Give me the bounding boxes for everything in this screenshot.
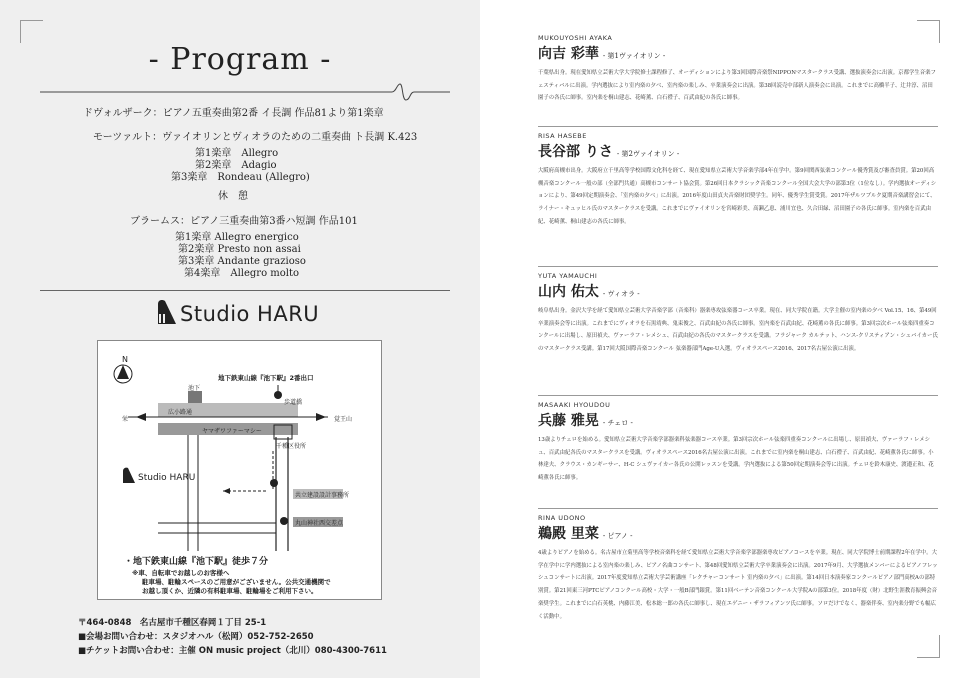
access-note-title: ※車、自転車でお越しのお客様へ xyxy=(132,569,230,577)
divider xyxy=(538,508,938,509)
access-station-walk: ・地下鉄東山線『池下駅』徒歩７分 xyxy=(124,557,269,567)
ticket-contact: ■チケットお問い合わせ：主催 ON music project（北川）080-4300-7611 xyxy=(78,646,387,656)
venue-contact: ■会場お問い合わせ：スタジオハル（松岡）052-752-2650 xyxy=(78,632,314,642)
studio-logo-text: Studio HARU xyxy=(180,302,320,326)
map-station-exit-label: 地下鉄東山線『池下駅』2番出口 xyxy=(218,374,314,382)
piano-logo-icon xyxy=(156,298,178,326)
venue-address: 〒464-0848 名古屋市千種区春岡１丁目 25-1 xyxy=(78,618,267,628)
access-note-text: 駐車場、駐輪スペースのご用意がございません。公共交通機関で xyxy=(142,578,331,586)
map-sakae-label: 栄 xyxy=(122,416,129,423)
artist-instrument: - ピアノ - xyxy=(602,532,633,540)
artist-name: 山内 佑太 xyxy=(538,284,599,300)
access-note-text: お越し頂くか、近隣の有料駐車場、駐輪場をご利用下さい。 xyxy=(142,587,318,595)
program-piece-1: ドヴォルザーク：ピアノ五重奏曲第2番 イ長調 作品81より第1楽章 xyxy=(83,108,384,119)
divider xyxy=(538,126,938,127)
artist-name: 鵜殿 里菜 xyxy=(538,526,599,542)
artist-bio: 岐阜県出身。金沢大学を経て愛知県立芸術大学音楽学部（音楽科）器楽専攻弦楽器コース卒業。現在、同大学院在籍。大学主催の室内楽の夕べ Vol.15、16、第49回卒業演奏会等に出演。これまでにヴィオラを石黒靖典、鬼束俊之、百武由紀の各氏に師事。室内楽を百武由紀、花崎薫の各氏に師事。第3回宗次ホール弦楽四重奏コンクールに出場し、原田禎夫、ヴァーラフ・レメシュ、百武由紀の各氏のマスタークラスを受講。フラジャーク カルテット、ハンス-クリスティアン・シュバイカー氏のマスタークラス受講。第17回大阪国際音楽コンクール 弦楽器部門Age-U入選。ヴィオラスペース2016、2017名古屋公演に出演。 xyxy=(538,308,938,353)
access-map xyxy=(97,340,382,600)
map-shrine-label: 丸山神社西交差点 xyxy=(295,520,344,527)
artist-name: 兵藤 雅晃 xyxy=(538,413,599,429)
corner-mark xyxy=(20,20,43,43)
artist-name: 向吉 彩華 xyxy=(538,46,599,62)
artist-profile xyxy=(538,514,938,623)
artist-romaji: RINA UDONO xyxy=(538,514,586,522)
artist-instrument: - チェロ - xyxy=(602,419,633,427)
program-movement: 第2楽章 Adagio xyxy=(195,160,277,171)
artist-bio: 4歳よりピアノを始める。名古屋市立菊里高等学校音楽科を経て愛知県立芸術大学音楽学部器楽専攻ピアノコースを卒業。現在、同大学院博士前期課程2年在学中。大学在学中に学内選抜による室内楽の楽しみ、ピアノ名曲コンサート、第48回愛知県立芸術大学卒業演奏会に出演。2017年9月、大学選抜メンバーによるピアノフレッシュコンサートに出演。2017年度愛知県立芸術大学芸術講座「レクチャーコンサート 室内楽の夕べ」に出演。第14回日本演奏家コンクールピアノ部門高校Aの部特別賞。第21回東三河PTCピアノコンクール高校・大学・一般B部門銀賞。第11回ベーテン音楽コンクール大学院Aの部第3位。2018年度（財）北野生涯教育振興会音楽奨学生。これまでに白石英桃、内藤江美、松本総一郎の各氏に師事し、現在エゲニー・ザラフィアンツ氏に師事。ソロだけでなく、器楽伴奏、室内楽分野でも幅広く活動中。 xyxy=(538,550,938,620)
map-ward-office-label: 千種区役所 xyxy=(276,443,307,450)
artist-name: 長谷部 りさ xyxy=(538,144,613,160)
program-piece-2: モーツァルト：ヴァイオリンとヴィオラのための二重奏曲 ト長調 K.423 xyxy=(93,132,418,143)
artist-instrument: - 第1ヴァイオリン - xyxy=(602,52,666,60)
map-kakuozan-label: 覚王山 xyxy=(334,416,353,423)
map-pharmacy-label: ヤマザワファーマシー xyxy=(202,428,262,435)
artist-bio: 13歳よりチェロを始める。愛知県立芸術大学音楽学部器楽科弦楽器コース卒業。第3回宗次ホール弦楽四重奏コンクールに出場し、原田禎夫、ヴァーラフ・レメシュ、百武由紀各氏のマスタークラスを受講。ヴィオラスペース2016名古屋公演に出演。これまでに室内楽を桐山建志、白石禮子、百武由紀、花崎薫各氏に師事。小林達夫、クラウス・カンギーサー、H-C シュヴァイカー各氏の公開レッスンを受講。学内選抜による第50回定期演奏会等に出演。チェロを鈴木康史、渡邉正和、花崎薫各氏に師事。 xyxy=(538,437,934,482)
divider xyxy=(538,395,938,396)
artist-romaji: MUKOUYOSHI AYAKA xyxy=(538,34,613,42)
program-piece-3: ブラームス：ピアノ三重奏曲第3番ハ短調 作品101 xyxy=(130,216,358,227)
program-title: - Program - xyxy=(148,42,332,77)
map-parking-label: 共立建設設計事務所 xyxy=(295,492,350,499)
program-movement: 第3楽章 Rondeau (Allegro) xyxy=(171,172,310,183)
program-intermission: 休 憩 xyxy=(218,191,248,202)
map-ikeshita-label: 池下 xyxy=(188,385,201,392)
artist-bio: 大阪府高槻市出身。大阪府立千里高等学校国際文化科を経て、現在愛知県立芸術大学音楽学部4年在学中。第9回関西弦楽コンクール優秀賞及び審査員賞。第20回高槻音楽コンクール一般の部（全部門共通）高槻市コンサート協会賞。第26回日本クラシック音楽コンクール全国大会大学の部第3位（1位なし）。学内選抜オーディションにより、第49回定期演奏会、「室内楽の夕べ」に出演。2016年度山田貞夫音楽財団奨学生。同年、優秀学生賞受賞。2017年ザルツブルク夏期音楽講習会にて、ライナー・キュッヒル氏のマスタークラスを受講。これまでにヴァイオリンを宮崎彩美、高瀬乙恵、浦川宜也、久合田緑、沼田園子の各氏に師事。室内楽を百武由紀、花崎薫、桐山建志の各氏に師事。 xyxy=(538,168,937,225)
program-movement: 第3楽章 Andante grazioso xyxy=(178,256,306,267)
program-movement: 第1楽章 Allegro energico xyxy=(175,232,299,243)
program-movement: 第2楽章 Presto non assai xyxy=(178,244,301,255)
program-movement: 第4楽章 Allegro molto xyxy=(184,268,300,279)
artist-bio: 千葉県出身。現在愛知県立芸術大学大学院修士課程修了、オーディションにより第3回国際音楽祭NIPPONマスタークラス受講、選抜演奏会に出演。京都学生音楽フェスティバルに出演。学内選抜により室内楽の夕べ、室内楽の楽しみ、卒業演奏会に出演。第38回読売中部新人演奏会に出演。これまでに高橋半子、辻井淳、沼田園子の各氏に師事。室内楽を桐山建志、花崎薫、白石禮子、百武由紀の各氏に師事。 xyxy=(538,70,936,102)
artist-romaji: YUTA YAMAUCHI xyxy=(538,272,598,280)
artist-instrument: - 第2ヴァイオリン - xyxy=(616,150,680,158)
artist-instrument: - ヴィオラ - xyxy=(602,290,640,298)
map-studio-label: Studio HARU xyxy=(138,473,196,483)
map-north-label: N xyxy=(122,355,128,364)
artist-profile xyxy=(538,132,938,229)
decorative-wave-rule xyxy=(40,82,450,104)
map-hirokoji-label: 広小路通 xyxy=(168,409,193,416)
program-movement: 第1楽章 Allegro xyxy=(195,148,279,159)
divider xyxy=(538,266,938,267)
artist-profile xyxy=(538,272,938,356)
artist-romaji: RISA HASEBE xyxy=(538,132,587,140)
artist-profile xyxy=(538,401,938,485)
map-pedestrian-label: 歩道橋 xyxy=(284,399,303,406)
artist-romaji: MASAAKI HYOUDOU xyxy=(538,401,611,409)
artist-profile xyxy=(538,34,938,105)
corner-mark xyxy=(917,635,940,658)
divider xyxy=(40,290,450,291)
